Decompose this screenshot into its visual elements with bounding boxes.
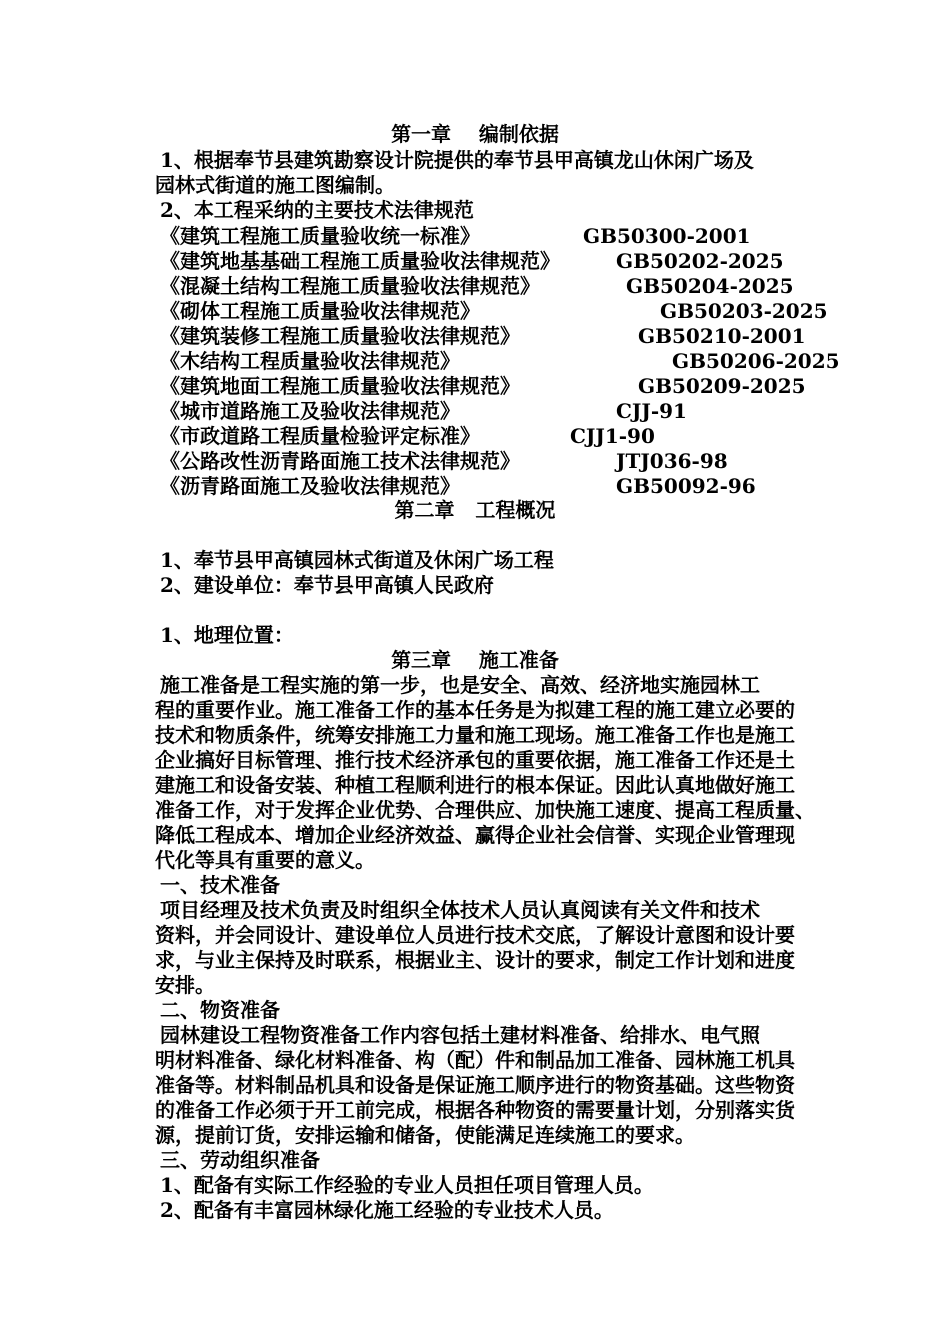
standard-code: GB50206-2025 — [672, 349, 840, 373]
chapter2-item1: 1、奉节县甲高镇园林式街道及休闲广场工程 — [160, 548, 554, 572]
chapter3-title: 第三章 施工准备 — [391, 648, 559, 672]
standard-code: GB50210-2001 — [638, 324, 806, 348]
standard-name: 《沥青路面施工及验收法律规范》 — [160, 474, 460, 498]
standard-code: GB50300-2001 — [583, 224, 751, 248]
standard-name: 《城市道路施工及验收法律规范》 — [160, 399, 460, 423]
standard-name: 《公路改性沥青路面施工技术法律规范》 — [160, 449, 520, 473]
paragraph-line: 程的重要作业。施工准备工作的基本任务是为拟建工程的施工建立必要的 — [155, 698, 795, 722]
standard-code: GB50209-2025 — [638, 374, 806, 398]
standard-code: GB50203-2025 — [660, 299, 828, 323]
section2-title: 二、物资准备 — [160, 998, 280, 1022]
chapter3-intro-paragraph — [155, 673, 840, 873]
standard-code: GB50092-96 — [616, 474, 756, 498]
standard-code: GB50204-2025 — [626, 274, 794, 298]
standard-name: 《木结构工程质量验收法律规范》 — [160, 349, 460, 373]
section1-paragraph — [155, 898, 840, 998]
paragraph-line: 明材料准备、绿化材料准备、构（配）件和制品加工准备、园林施工机具 — [155, 1048, 795, 1072]
standard-code: GB50202-2025 — [616, 249, 784, 273]
standard-code: JTJ036-98 — [616, 449, 728, 473]
paragraph-line: 源，提前订货，安排运输和储备，使能满足连续施工的要求。 — [155, 1123, 695, 1147]
chapter2-title: 第二章 工程概况 — [394, 498, 556, 522]
standard-name: 《建筑装修工程施工质量验收法律规范》 — [160, 324, 520, 348]
paragraph-line: 建施工和设备安装、种植工程顺利进行的根本保证。因此认真地做好施工 — [155, 773, 795, 797]
paragraph-line: 准备工作，对于发挥企业优势、合理供应、加快施工速度、提高工程质量、 — [155, 798, 815, 822]
section2-paragraph — [155, 1023, 840, 1148]
paragraph-line: 园林建设工程物资准备工作内容包括土建材料准备、给排水、电气照 — [160, 1023, 760, 1047]
paragraph-line: 施工准备是工程实施的第一步，也是安全、高效、经济地实施园林工 — [160, 673, 760, 697]
standard-code: CJJ1-90 — [570, 424, 655, 448]
paragraph-line: 安排。 — [155, 973, 215, 997]
chapter2-item2: 2、建设单位：奉节县甲高镇人民政府 — [160, 573, 494, 597]
standard-name: 《市政道路工程质量检验评定标准》 — [160, 424, 480, 448]
paragraph-line: 技术和物质条件，统筹安排施工力量和施工现场。施工准备工作也是施工 — [155, 723, 795, 747]
standard-code: CJJ-91 — [616, 399, 687, 423]
section3-item: 1、配备有实际工作经验的专业人员担任项目管理人员。 — [160, 1173, 654, 1197]
paragraph-line: 项目经理及技术负责及时组织全体技术人员认真阅读有关文件和技术 — [160, 898, 760, 922]
standard-name: 《建筑地面工程施工质量验收法律规范》 — [160, 374, 520, 398]
paragraph-line: 准备等。材料制品机具和设备是保证施工顺序进行的物资基础。这些物资 — [155, 1073, 795, 1097]
paragraph-line: 求，与业主保持及时联系，根据业主、设计的要求，制定工作计划和进度 — [155, 948, 795, 972]
chapter1-item1-line2: 园林式街道的施工图编制。 — [155, 173, 395, 197]
paragraph-line: 代化等具有重要的意义。 — [155, 848, 375, 872]
chapter1-item1-line1: 1、根据奉节县建筑勘察设计院提供的奉节县甲高镇龙山休闲广场及 — [160, 148, 754, 172]
chapter1-item2: 2、本工程采纳的主要技术法律规范 — [160, 198, 474, 222]
paragraph-line: 降低工程成本、增加企业经济效益、赢得企业社会信誉、实现企业管理现 — [155, 823, 795, 847]
paragraph-line: 的准备工作必须于开工前完成，根据各种物资的需要量计划，分别落实货 — [155, 1098, 795, 1122]
chapter1-title: 第一章 编制依据 — [391, 122, 559, 146]
standard-name: 《建筑工程施工质量验收统一标准》 — [160, 224, 480, 248]
chapter2-item3: 1、地理位置： — [160, 623, 294, 647]
section1-title: 一、技术准备 — [160, 873, 280, 897]
standard-name: 《砌体工程施工质量验收法律规范》 — [160, 299, 480, 323]
standard-name: 《混凝土结构工程施工质量验收法律规范》 — [160, 274, 540, 298]
paragraph-line: 企业搞好目标管理、推行技术经济承包的重要依据，施工准备工作还是土 — [155, 748, 795, 772]
section3-title: 三、劳动组织准备 — [160, 1148, 320, 1172]
section3-item: 2、配备有丰富园林绿化施工经验的专业技术人员。 — [160, 1198, 614, 1222]
standard-name: 《建筑地基基础工程施工质量验收法律规范》 — [160, 249, 560, 273]
paragraph-line: 资料，并会同设计、建设单位人员进行技术交底，了解设计意图和设计要 — [155, 923, 795, 947]
